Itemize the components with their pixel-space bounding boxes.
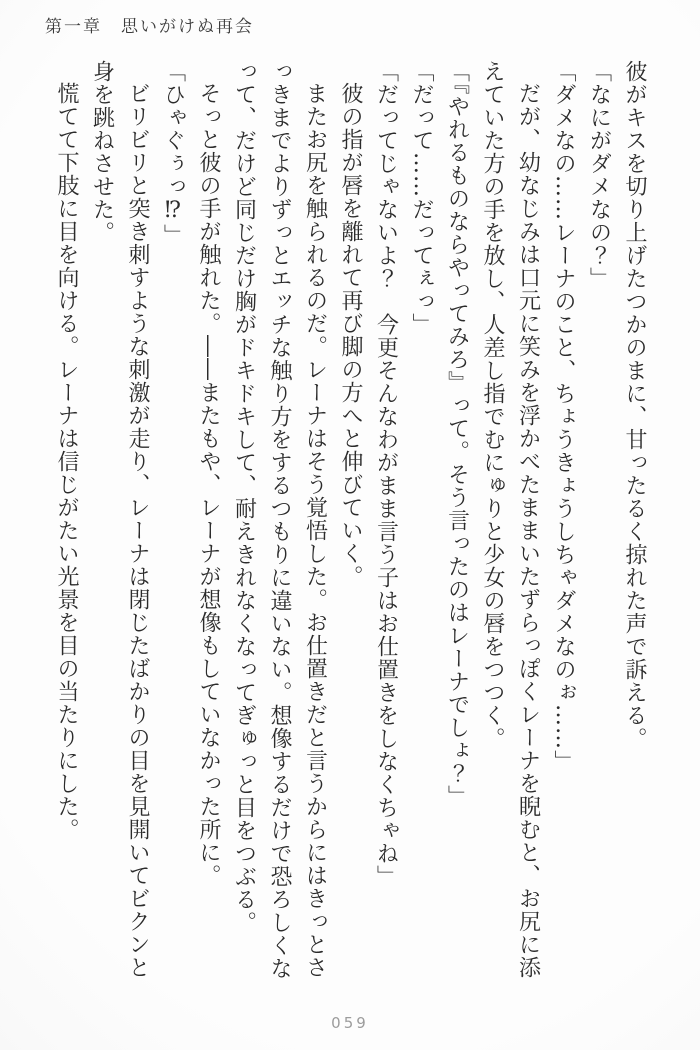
text-column: そっと彼の手が触れた。――またもや、レーナが想像もしていなかった所に。 bbox=[196, 82, 221, 887]
text-column: 「だってじゃないよ？ 今更そんなわがまま言う子はお仕置きをしなくちゃね」 bbox=[373, 60, 399, 888]
text-column: だが、幼なじみは口元に笑みを浮かべたままいたずらっぽくレーナを睨むと、お尻に添 bbox=[515, 82, 541, 979]
text-column: って、だけど同じだけ胸がドキドキして、耐えきれなくなってぎゅっと目をつぶる。 bbox=[231, 60, 257, 934]
text-column: 「だって……だってぇっ」 bbox=[409, 60, 434, 336]
text-column: 彼の指が唇を離れて再び脚の方へと伸びていく。 bbox=[338, 82, 363, 588]
text-column: 「なにがダメなの？」 bbox=[586, 60, 612, 290]
text-column: 「ダメなの……レーナのこと、ちょうきょうしちゃダメなのぉ……」 bbox=[551, 60, 576, 773]
text-column: 身を跳ねさせた。 bbox=[89, 60, 115, 244]
text-columns bbox=[49, 60, 653, 990]
page-number: 059 bbox=[331, 1014, 369, 1032]
text-column: 慌てて下肢に目を向ける。レーナは信じがたい光景を目の当たりにした。 bbox=[54, 82, 79, 841]
text-column: 彼がキスを切り上げたつかのまに、甘ったるく掠れた声で訴える。 bbox=[622, 60, 647, 750]
text-column: えていた方の手を放し、人差し指でむにゅりと少女の唇をつつく。 bbox=[480, 60, 505, 750]
text-column: ビリビリと突き刺すような刺激が走り、レーナは閉じたばかりの目を見開いてビクンと bbox=[125, 82, 150, 979]
text-column: っきまでよりずっとエッチな触り方をするつもりに違いない。想像するだけで恐ろしくな bbox=[267, 60, 292, 980]
text-column: 「『やれるものならやってみろ』って。そう言ったのはレーナでしょ？」 bbox=[444, 60, 470, 808]
chapter-header: 第一章 思いがけぬ再会 bbox=[45, 17, 254, 37]
text-column: またお尻を触られるのだ。レーナはそう覚悟した。お仕置きだと言うからにはきっとさ bbox=[302, 82, 328, 979]
text-column: 「ひゃぐぅっ⁉」 bbox=[160, 60, 186, 247]
